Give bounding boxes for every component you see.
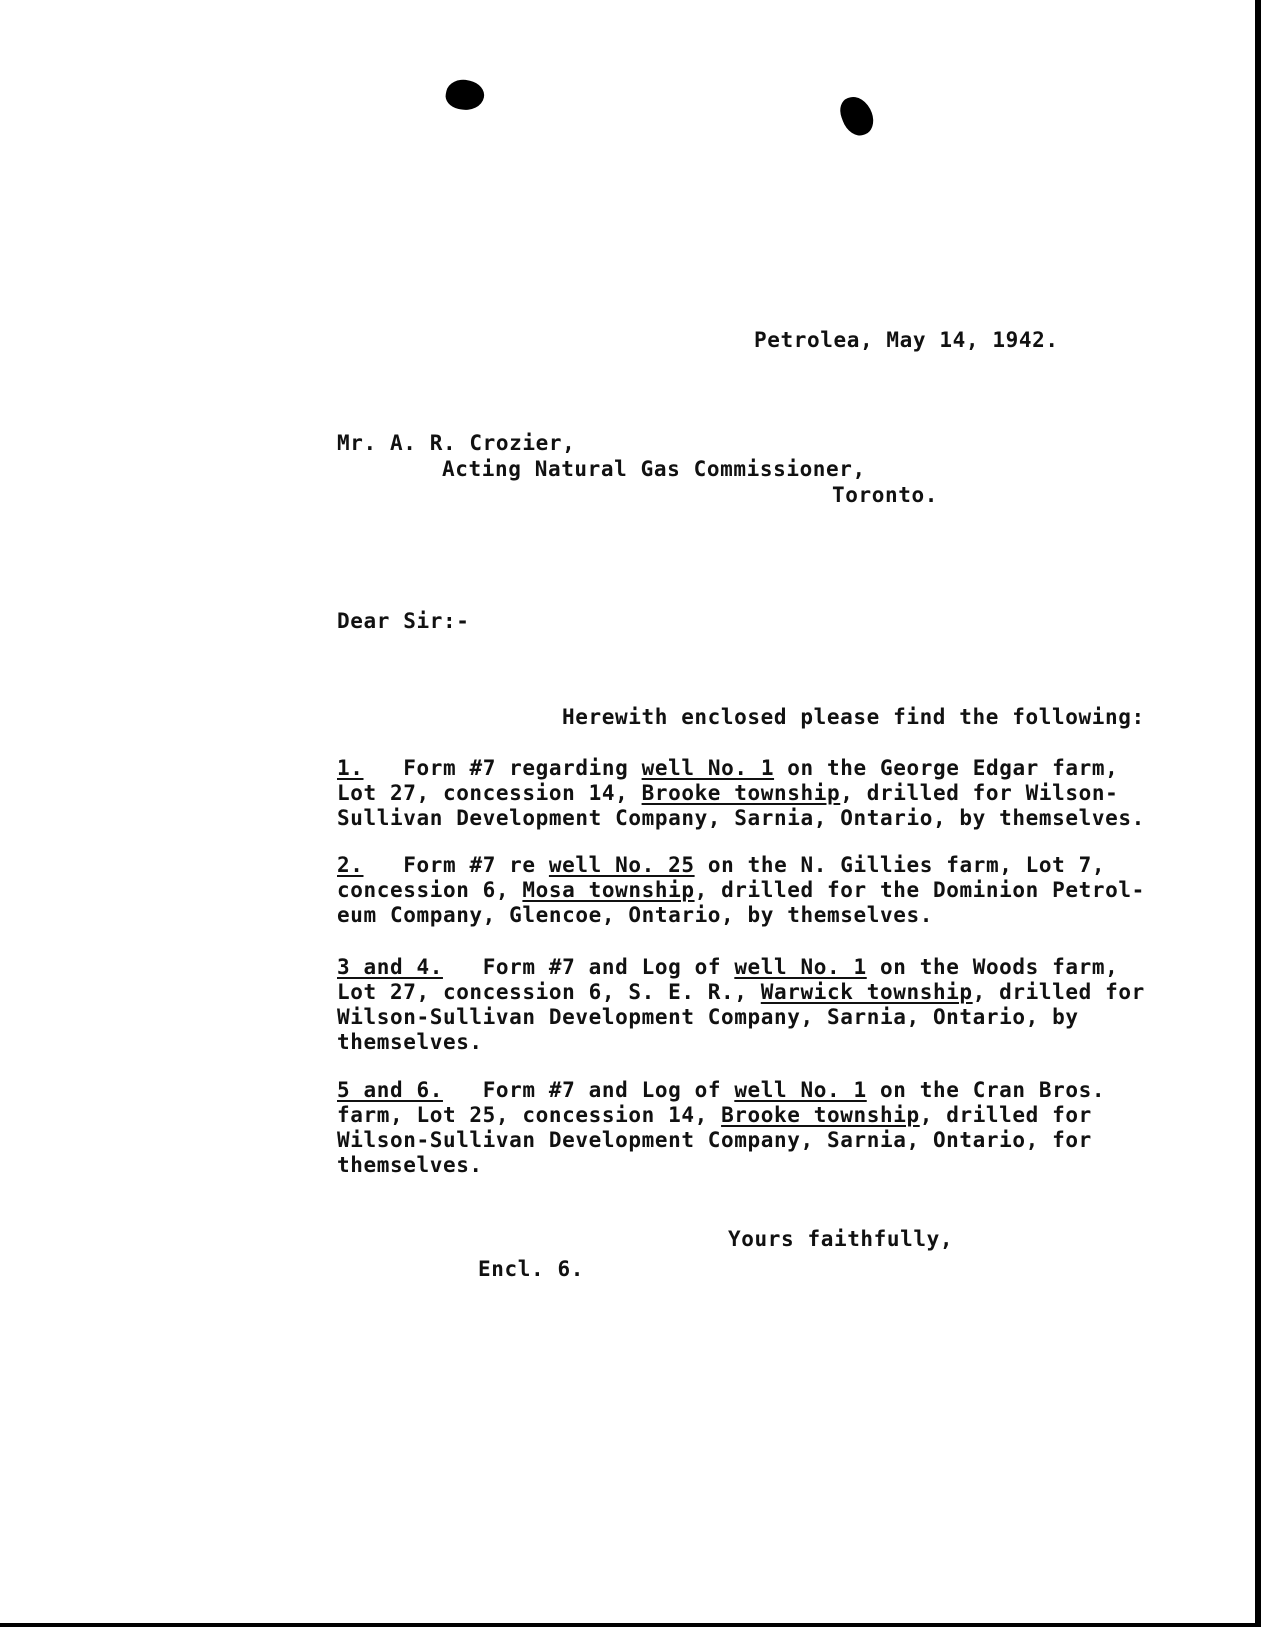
item-text: Lot 27, concession 6, S. E. R., (337, 980, 761, 1004)
item-text: eum Company, Glencoe, Ontario, by themselves. (337, 903, 933, 927)
item-text: themselves. (337, 1030, 483, 1054)
item-text: themselves. (337, 1153, 483, 1177)
item-number: 1. (337, 756, 364, 780)
item-text: Form #7 and Log of (482, 1078, 735, 1102)
enclosure-item (337, 756, 1257, 831)
enclosure-item (337, 853, 1257, 928)
underlined-reference: well No. 1 (641, 756, 775, 780)
item-text: Lot 27, concession 14, (337, 781, 642, 805)
item-line (337, 878, 1257, 903)
underlined-reference: Warwick township (760, 980, 973, 1004)
item-text: , drilled for Wilson- (840, 781, 1119, 805)
item-text: on the N. Gillies farm, Lot 7, (694, 853, 1106, 877)
closing: Yours faithfully, (728, 1227, 954, 1251)
underlined-reference: Brooke township (721, 1103, 920, 1127)
item-line (337, 1128, 1257, 1153)
enclosure-item (337, 1078, 1257, 1178)
recipient-city: Toronto. (832, 483, 938, 507)
ink-blot (443, 76, 486, 113)
item-line (337, 853, 1257, 878)
item-line (337, 756, 1257, 781)
underlined-reference: Brooke township (641, 781, 841, 805)
dateline: Petrolea, May 14, 1942. (754, 328, 1059, 352)
item-text: on the Cran Bros. (866, 1078, 1106, 1102)
underlined-reference: Mosa township (522, 878, 695, 902)
item-text: , drilled for (972, 980, 1145, 1004)
item-line (337, 903, 1257, 928)
recipient-title: Acting Natural Gas Commissioner, (442, 457, 866, 481)
item-text: Form #7 and Log of (482, 955, 735, 979)
item-text: , drilled for the Dominion Petrol- (694, 878, 1145, 902)
underlined-reference: well No. 25 (548, 853, 695, 877)
item-text: farm, Lot 25, concession 14, (337, 1103, 722, 1127)
item-text: Wilson-Sullivan Development Company, Sarnia, Ontario, by (337, 1005, 1079, 1029)
item-line (337, 781, 1257, 806)
item-line (337, 1078, 1257, 1103)
recipient-name: Mr. A. R. Crozier, (337, 431, 576, 455)
item-number: 3 and 4. (337, 955, 443, 979)
item-number: 5 and 6. (337, 1078, 443, 1102)
item-line (337, 1030, 1257, 1055)
item-line (337, 980, 1257, 1005)
item-text: Wilson-Sullivan Development Company, Sarnia, Ontario, for (337, 1128, 1092, 1152)
scan-border-bottom (0, 1623, 1261, 1627)
item-number: 2. (337, 853, 364, 877)
item-text: , drilled for (919, 1103, 1092, 1127)
item-line (337, 1153, 1257, 1178)
item-text: concession 6, (337, 878, 523, 902)
enclosure-note: Encl. 6. (478, 1257, 584, 1281)
underlined-reference: well No. 1 (734, 955, 867, 979)
item-text: Sullivan Development Company, Sarnia, Ontario, by themselves. (337, 806, 1145, 830)
item-text: Form #7 re (403, 853, 549, 877)
item-line (337, 1005, 1257, 1030)
item-text: on the Woods farm, (866, 955, 1119, 979)
item-line (337, 1103, 1257, 1128)
salutation: Dear Sir:- (337, 609, 470, 633)
item-line (337, 806, 1257, 831)
item-text: on the George Edgar farm, (774, 756, 1119, 780)
intro-line: Herewith enclosed please find the following: (562, 705, 1145, 729)
enclosure-item (337, 955, 1257, 1055)
ink-blot (836, 92, 878, 140)
item-line (337, 955, 1257, 980)
underlined-reference: well No. 1 (734, 1078, 867, 1102)
item-text: Form #7 regarding (403, 756, 642, 780)
